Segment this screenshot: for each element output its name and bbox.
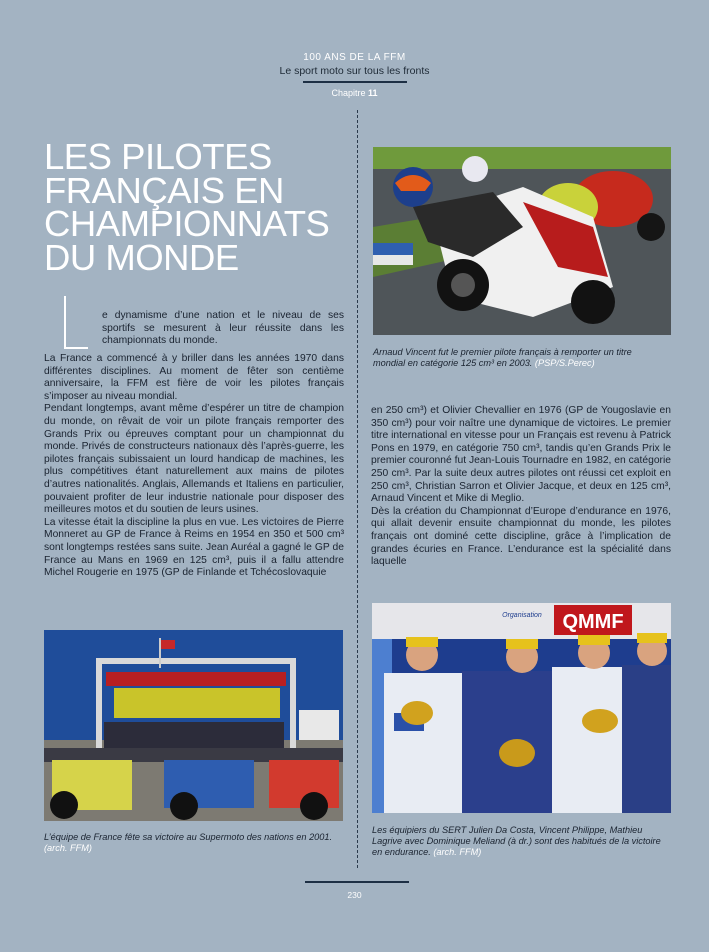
title-line: LES PILOTES bbox=[44, 136, 272, 177]
racing-caption bbox=[373, 347, 663, 369]
right-column-text bbox=[371, 405, 671, 569]
photo-credit: (arch. FFM) bbox=[44, 843, 92, 853]
racing-illustration bbox=[373, 147, 671, 335]
gantry-truss bbox=[96, 658, 296, 664]
trophy-icon bbox=[582, 709, 618, 733]
team-manager-cap bbox=[637, 633, 667, 643]
sponsor-boards bbox=[114, 688, 280, 718]
rider-3-cap bbox=[578, 635, 610, 645]
flag-pole bbox=[159, 638, 161, 668]
sponsor-logo-text: QMMF bbox=[562, 611, 624, 633]
gantry-post-right bbox=[290, 658, 296, 758]
podium-photo bbox=[372, 603, 671, 813]
title-line: DU MONDE bbox=[44, 236, 239, 278]
bike-wheel bbox=[300, 792, 328, 820]
motorhome bbox=[299, 710, 339, 740]
page-number: 230 bbox=[347, 890, 362, 900]
flag bbox=[161, 640, 175, 649]
kerb-white bbox=[373, 255, 413, 265]
rear-wheel bbox=[571, 280, 615, 324]
podium-caption bbox=[372, 825, 672, 858]
sponsor-banner-text: Organisation bbox=[502, 612, 542, 619]
crowd bbox=[44, 748, 343, 762]
supermoto-illustration bbox=[44, 630, 343, 821]
paragraph: en 250 cm³) et Olivier Chevallier en 1976 (GP de Yougoslavie en 350 cm³) pour voir naître une dynamique de victoires. Le premier titre international en vitesse pour un Français est revenu à Patrick Pons en 1979, en catégorie 750 cm³, tandis qu’en Grands Prix le premier couronné fut Jean-Louis Tournadre en 1982, en catégorie 250 cm³. Par la suite deux autres pilotes ont réussi cet exploit en 250 cm³, Christian Sarron et Olivier Jacque, et deux en 125 cm³, Arnaud Vincent et Mike di Meglio. bbox=[371, 405, 671, 505]
photo-credit: (PSP/S.Perec) bbox=[534, 358, 595, 368]
grass-verge bbox=[373, 147, 671, 169]
paragraph: La France a commencé à y briller dans les années 1970 dans différentes disciplines. Au moment de fêter son centième anniversaire, la FFM est fière de voir les pilotes français s’imposer au niveau mondial. bbox=[44, 353, 344, 402]
bike-wheel bbox=[170, 792, 198, 820]
rear-bike-wheel bbox=[637, 213, 665, 241]
paragraph: Pendant longtemps, avant même d’espérer un titre de champion du monde, on rêvait de voir un pilote français remporter des Grands Prix ou épreuves comptant pour un championnat du monde. Privés de constructeurs nationaux dès l’après-guerre, les pilotes français subissaient un lourd handicap de machines, les plus compétitives étant naturellement aux mains de pilotes d’autres nationalités. Anglais, Allemands et Italiens en particulier, pouvaient profiter de leur industrie nationale pour disposer des meilleures motos et du soutien de leurs usines. bbox=[44, 403, 344, 516]
series-title: 100 ANS DE LA FFM bbox=[303, 52, 406, 63]
kerb-blue bbox=[373, 243, 413, 255]
drop-cap-l-base bbox=[64, 347, 88, 349]
series-subtitle: Le sport moto sur tous les fronts bbox=[279, 65, 430, 77]
rider-3-leathers bbox=[552, 667, 624, 813]
paragraph: La vitesse était la discipline la plus en vue. Les victoires de Pierre Monneret au GP de France à Reims en 1954 en 350 et 500 cm³ sont longtemps restées sans suite. Jean Auréal a gagné le GP de France au Mans en 1969 en 125 cm³, puis il a fallu attendre Michel Rougerie en 1975 (GP de Finlande et Tchécoslovaquie bbox=[44, 516, 344, 579]
intro-paragraph bbox=[102, 310, 344, 348]
column-divider bbox=[357, 110, 358, 868]
left-column-text bbox=[44, 353, 344, 580]
header-rule bbox=[303, 81, 407, 83]
title-line: FRANÇAIS EN bbox=[44, 169, 284, 211]
trophy-icon bbox=[499, 739, 535, 767]
supermoto-caption bbox=[44, 832, 344, 854]
bike-wheel bbox=[50, 791, 78, 819]
caption-text: Les équipiers du SERT Julien Da Costa, Vincent Philippe, Mathieu Lagrive avec Dominique Meliand (à dr.) sont des habitués de la victoire en endurance. bbox=[372, 825, 661, 857]
chapter-number: 11 bbox=[368, 88, 378, 98]
caption-text: L’équipe de France fête sa victoire au Supermoto des nations en 2001. bbox=[44, 832, 333, 842]
title-line: CHAMPIONNATS bbox=[44, 203, 330, 244]
supermoto-photo bbox=[44, 630, 343, 821]
intro-text: e dynamisme d’une nation et le niveau de ses sportifs se mesurent à leur réussite dans les championnats du monde. bbox=[102, 310, 344, 347]
chapter-label bbox=[0, 88, 709, 98]
footer-rule bbox=[305, 881, 409, 883]
team-manager-jacket bbox=[622, 665, 671, 813]
caption-text: Arnaud Vincent fut le premier pilote français à remporter un titre mondial en catégorie 125 cm³ en 2003. bbox=[373, 347, 632, 368]
trophy-icon bbox=[401, 701, 433, 725]
rider-1-cap bbox=[406, 637, 438, 647]
racing-photo bbox=[373, 147, 671, 335]
chapter-word: Chapitre bbox=[331, 88, 366, 98]
rider-1-leathers bbox=[384, 673, 464, 813]
podium-banner bbox=[106, 672, 286, 686]
paragraph: Dès la création du Championnat d’Europe d’endurance en 1976, qui allait devenir ensuite championnat du monde, les pilotes français ont dominé cette discipline, grâce à l’implication de grandes écuries en France. L’endurance est la spécialité dans laquelle bbox=[371, 505, 671, 568]
podium-illustration bbox=[372, 603, 671, 813]
article-title bbox=[44, 136, 344, 278]
drop-cap-l bbox=[64, 296, 66, 348]
running-header bbox=[0, 52, 709, 98]
front-disc bbox=[451, 273, 475, 297]
rider-helmet-back bbox=[462, 156, 488, 182]
photo-credit: (arch. FFM) bbox=[433, 847, 482, 857]
gantry-post-left bbox=[96, 658, 102, 758]
rider-2-cap bbox=[506, 639, 538, 649]
